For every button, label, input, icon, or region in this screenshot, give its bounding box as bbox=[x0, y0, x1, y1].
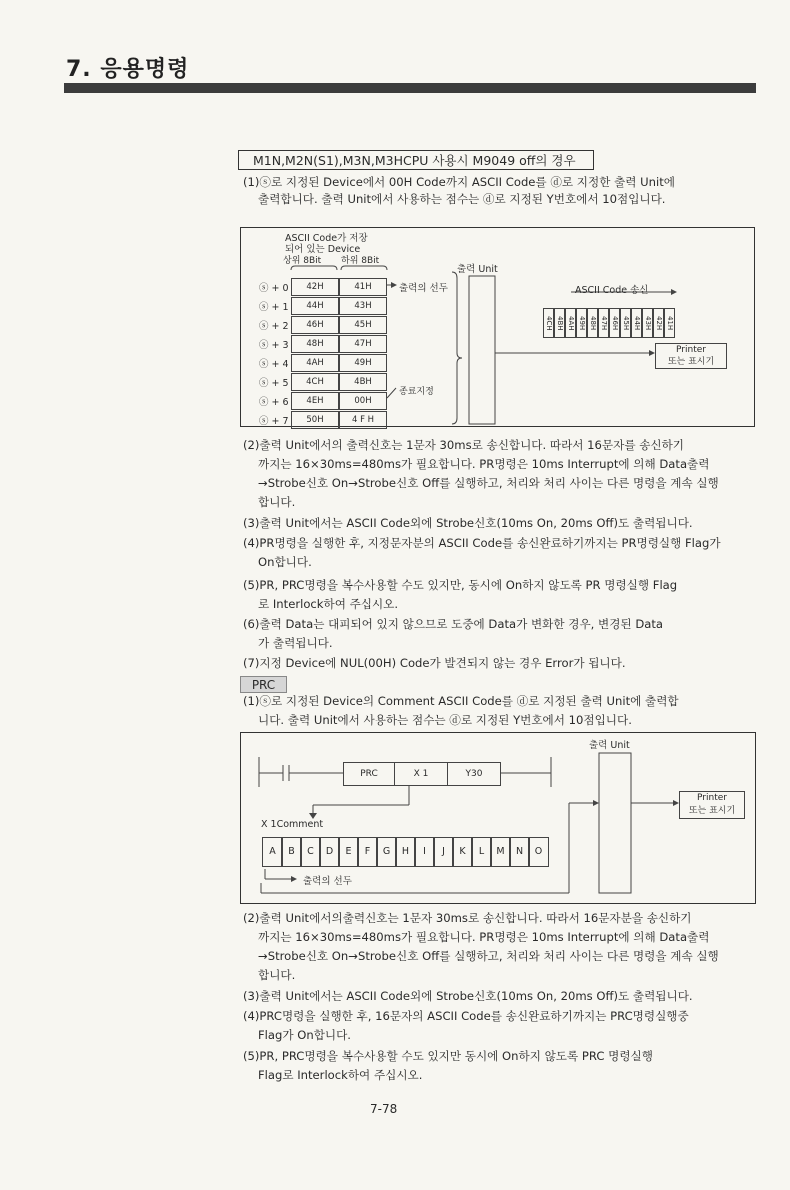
fig2-char-cell: B bbox=[281, 837, 302, 867]
s1-p2-line2: 까지는 16×30ms=480ms가 필요합니다. PR명령은 10ms Interrupt에 의해 Data출력 bbox=[258, 457, 710, 471]
fig1-byte-cell: 48H bbox=[587, 308, 598, 338]
s1-p2-line3: →Strobe신호 On→Strobe신호 Off를 실행하고, 처리와 처리 사이는 다른 명령을 계속 실행 bbox=[258, 476, 719, 490]
fig1-device-label: ⓢ + 7 bbox=[259, 416, 289, 427]
fig1-device-label: ⓢ + 6 bbox=[259, 397, 289, 408]
fig2-char-cell: E bbox=[338, 837, 359, 867]
fig1-bits-upper: 상위 8Bit bbox=[283, 256, 322, 266]
fig1-cell-lower: 4 F H bbox=[339, 411, 387, 429]
s1-p4-line1: (4)PR명령을 실행한 후, 지정문자분의 ASCII Code를 송신완료하기까지는 PR명령실행 Flag가 bbox=[243, 536, 721, 550]
s2-p5-line1: (5)PR, PRC명령을 복수사용할 수도 있지만 동시에 On하지 않도록 PRC 명령실행 bbox=[243, 1049, 653, 1063]
fig1-cell-upper: 46H bbox=[291, 316, 339, 334]
fig1-byte-cell: 4CH bbox=[543, 308, 554, 338]
fig1-cell-upper: 48H bbox=[291, 335, 339, 353]
s2-p4-line1: (4)PRC명령을 실행한 후, 16문자의 ASCII Code를 송신완료하기까지는 PRC명령실행중 bbox=[243, 1009, 689, 1023]
fig1-byte-cell: 4BH bbox=[554, 308, 565, 338]
fig1-device-label: ⓢ + 0 bbox=[259, 283, 289, 294]
fig1-device-label: ⓢ + 4 bbox=[259, 359, 289, 370]
fig2-char-cell: H bbox=[395, 837, 416, 867]
fig1-printer-box bbox=[655, 343, 727, 369]
fig1-printer-label: Printer bbox=[676, 345, 706, 355]
fig1-device-label: ⓢ + 3 bbox=[259, 340, 289, 351]
fig2-char-cell: M bbox=[490, 837, 511, 867]
fig2-char-cell: O bbox=[528, 837, 549, 867]
s2-p1-line1: (1)ⓢ로 지정된 Device의 Comment ASCII Code를 ⓓ로 지정된 출력 Unit에 출력합 bbox=[243, 694, 679, 708]
fig1-cell-lower: 4BH bbox=[339, 373, 387, 391]
fig1-device-label: ⓢ + 5 bbox=[259, 378, 289, 389]
fig1-byte-cell: 49H bbox=[576, 308, 587, 338]
s1-p7: (7)지정 Device에 NUL(00H) Code가 발견되지 않는 경우 Error가 됩니다. bbox=[243, 656, 626, 670]
fig1-cell-lower: 47H bbox=[339, 335, 387, 353]
fig1-byte-cell: 43H bbox=[642, 308, 653, 338]
fig2-char-cell: N bbox=[509, 837, 530, 867]
fig2-ladder-prc: PRC bbox=[343, 762, 395, 786]
fig2-char-cell: I bbox=[414, 837, 435, 867]
chapter-heading: 7. 응용명령 bbox=[66, 57, 190, 82]
fig1-cell-upper: 44H bbox=[291, 297, 339, 315]
s2-p2-line3: →Strobe신호 On→Strobe신호 Off를 실행하고, 처리와 처리 사이는 다른 명령을 계속 실행 bbox=[258, 949, 719, 963]
fig1-cell-upper: 4AH bbox=[291, 354, 339, 372]
fig2-printer-label: Printer bbox=[697, 793, 727, 803]
fig2-comment-label: X 1Comment bbox=[261, 819, 324, 830]
fig1-byte-cell: 45H bbox=[620, 308, 631, 338]
s1-p1-line1: (1)ⓢ로 지정된 Device에서 00H Code까지 ASCII Code를 ⓓ로 지정한 출력 Unit에 bbox=[243, 175, 675, 189]
figure-pr-output bbox=[240, 227, 755, 427]
fig2-char-cell: A bbox=[262, 837, 283, 867]
s1-p2-line1: (2)출력 Unit에서의 출력신호는 1문자 30ms로 송신합니다. 따라서 16문자를 송신하기 bbox=[243, 438, 684, 452]
fig1-cell-lower: 45H bbox=[339, 316, 387, 334]
fig2-char-cell: L bbox=[471, 837, 492, 867]
fig1-start-note: 출력의 선두 bbox=[399, 283, 448, 294]
fig1-header-line1: ASCII Code가 저장 bbox=[285, 233, 368, 244]
fig1-byte-cell: 4AH bbox=[565, 308, 576, 338]
fig2-unit-label: 출력 Unit bbox=[589, 740, 630, 751]
fig2-start-note: 출력의 선두 bbox=[303, 876, 352, 887]
s2-p4-line2: Flag가 On합니다. bbox=[258, 1028, 351, 1042]
s2-p3: (3)출력 Unit에서는 ASCII Code외에 Strobe신호(10ms On, 20ms Off)도 출력됩니다. bbox=[243, 989, 693, 1003]
fig1-cell-upper: 42H bbox=[291, 278, 339, 296]
fig1-cell-upper: 4CH bbox=[291, 373, 339, 391]
page-number: 7-78 bbox=[370, 1102, 398, 1116]
s1-p5-line2: 로 Interlock하여 주십시오. bbox=[258, 597, 399, 611]
prc-section-tag: PRC bbox=[240, 676, 287, 693]
fig1-byte-cell: 41H bbox=[664, 308, 675, 338]
fig1-cell-upper: 50H bbox=[291, 411, 339, 429]
s2-p2-line2: 까지는 16×30ms=480ms가 필요합니다. PR명령은 10ms Interrupt에 의해 Data출력 bbox=[258, 930, 710, 944]
s2-p1-line2: 니다. 출력 Unit에서 사용하는 점수는 ⓓ로 지정된 Y번호에서 10점입니다. bbox=[258, 713, 632, 727]
fig1-byte-cell: 44H bbox=[631, 308, 642, 338]
fig2-char-cell: G bbox=[376, 837, 397, 867]
header-rule bbox=[64, 83, 756, 93]
fig1-cell-lower: 49H bbox=[339, 354, 387, 372]
fig1-cell-lower: 00H bbox=[339, 392, 387, 410]
fig2-char-cell: C bbox=[300, 837, 321, 867]
s1-p2-line4: 합니다. bbox=[258, 495, 296, 509]
fig1-bits-lower: 하위 8Bit bbox=[341, 256, 380, 266]
fig2-display-label: 또는 표시기 bbox=[688, 806, 736, 816]
fig1-device-label: ⓢ + 2 bbox=[259, 321, 289, 332]
s2-p2-line4: 합니다. bbox=[258, 968, 296, 982]
fig2-char-cell: F bbox=[357, 837, 378, 867]
fig1-send-label: ASCII Code 송신 bbox=[575, 285, 649, 296]
fig1-display-label: 또는 표시기 bbox=[667, 357, 715, 367]
s1-p6-line1: (6)출력 Data는 대피되어 있지 않으므로 도중에 Data가 변화한 경우, 변경된 Data bbox=[243, 617, 663, 631]
fig1-byte-cell: 47H bbox=[598, 308, 609, 338]
fig1-cell-lower: 43H bbox=[339, 297, 387, 315]
s1-p1-line2: 출력합니다. 출력 Unit에서 사용하는 점수는 ⓓ로 지정된 Y번호에서 10점입니다. bbox=[258, 192, 666, 206]
fig1-end-note: 종료지정 bbox=[399, 387, 434, 397]
fig1-byte-cell: 42H bbox=[653, 308, 664, 338]
fig2-char-cell: J bbox=[433, 837, 454, 867]
s1-p6-line2: 가 출력됩니다. bbox=[258, 636, 333, 650]
s1-p3: (3)출력 Unit에서는 ASCII Code외에 Strobe신호(10ms On, 20ms Off)도 출력됩니다. bbox=[243, 516, 693, 530]
condition-title-box: M1N,M2N(S1),M3N,M3HCPU 사용시 M9049 off의 경우 bbox=[238, 150, 594, 170]
fig1-device-label: ⓢ + 1 bbox=[259, 302, 289, 313]
fig2-char-cell: D bbox=[319, 837, 340, 867]
s2-p2-line1: (2)출력 Unit에서의출력신호는 1문자 30ms로 송신합니다. 따라서 16문자분을 송신하기 bbox=[243, 911, 692, 925]
figure-prc-output bbox=[240, 732, 756, 904]
s1-p5-line1: (5)PR, PRC명령을 복수사용할 수도 있지만, 동시에 On하지 않도록 PR 명령실행 Flag bbox=[243, 578, 678, 592]
fig2-ladder-x1: X 1 bbox=[394, 762, 448, 786]
fig1-byte-cell: 46H bbox=[609, 308, 620, 338]
fig1-cell-upper: 4EH bbox=[291, 392, 339, 410]
fig1-unit-label: 출력 Unit bbox=[457, 264, 498, 275]
fig1-cell-lower: 41H bbox=[339, 278, 387, 296]
fig2-printer-box bbox=[679, 791, 745, 819]
fig2-ladder-y30: Y30 bbox=[447, 762, 501, 786]
s2-p5-line2: Flag로 Interlock하여 주십시오. bbox=[258, 1068, 423, 1082]
fig2-char-cell: K bbox=[452, 837, 473, 867]
fig1-header-line2: 되어 있는 Device bbox=[285, 244, 361, 255]
s1-p4-line2: On합니다. bbox=[258, 555, 312, 569]
